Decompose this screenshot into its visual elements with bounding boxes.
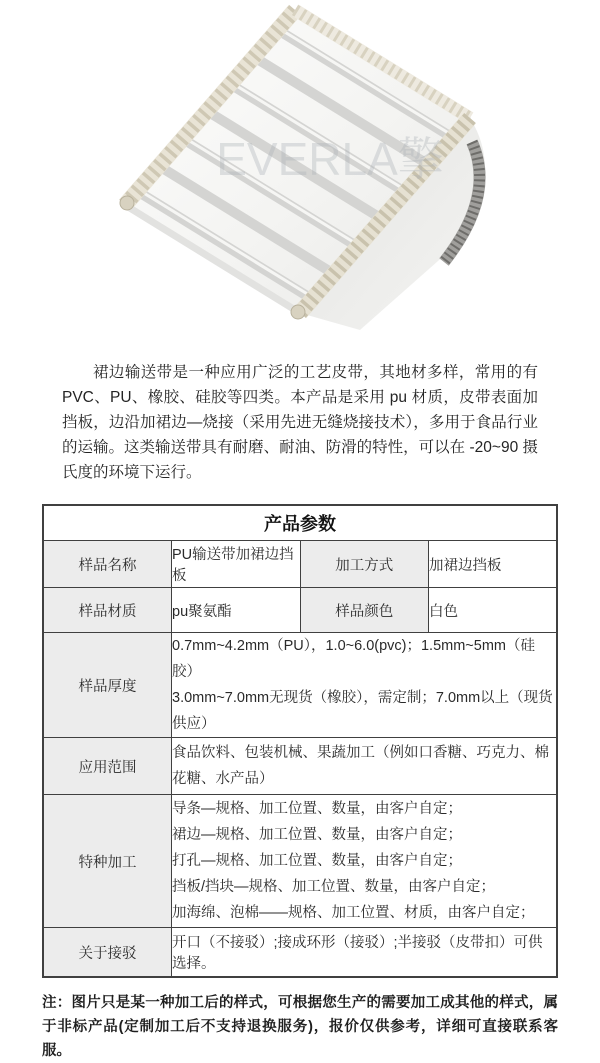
footnote: 注：图片只是某一种加工后的样式，可根据您生产的需要加工成其他的样式，属于非标产品(定制加工后不支持退换服务)，报价仅供参考，详细可直接联系客服。	[42, 995, 558, 1059]
product-photo	[0, 0, 600, 352]
color-label: 样品颜色	[300, 588, 429, 633]
special-processing-line: 挡板/挡块—规格、加工位置、数量，由客户自定；	[172, 879, 496, 895]
table-title: 产品参数	[43, 505, 557, 541]
joining-label: 关于接驳	[43, 928, 172, 978]
product-description: 裙边输送带是一种应用广泛的工艺皮带，其地材多样，常用的有 PVC、PU、橡胶、硅胶等四类。本产品是采用 pu 材质，皮带表面加挡板，边沿加裙边—烧接（采用先进无缝烧接技术），多用于食品行业的运输。这类输送带具有耐磨、耐油、防滑的特性，可以在 -20~90 摄氏度的环境下运行。	[62, 364, 538, 481]
special-processing-line: 加海绵、泡棉——规格、加工位置、材质，由客户自定；	[172, 905, 535, 921]
applications-value: 食品饮料、包装机械、果蔬加工（例如口香糖、巧克力、棉花糖、水产品）	[172, 738, 558, 795]
table-row	[43, 738, 557, 795]
joining-value: 开口（不接驳）;接成环形（接驳）;半接驳（皮带扣）可供选择。	[172, 928, 558, 978]
special-processing-label: 特种加工	[43, 795, 172, 928]
table-row	[43, 588, 557, 633]
watermark-text: EVERLA擎	[216, 133, 444, 185]
thickness-value-line-2: 3.0mm~7.0mm无现货（橡胶），需定制；7.0mm以上（现货供应）	[172, 690, 553, 732]
thickness-label: 样品厚度	[43, 633, 172, 738]
sample-name-value: PU输送带加裙边挡板	[172, 541, 301, 588]
table-row	[43, 928, 557, 978]
special-processing-line: 打孔—规格、加工位置、数量，由客户自定；	[172, 853, 462, 869]
special-processing-value	[172, 795, 558, 928]
params-table	[42, 504, 558, 978]
belt-end-tab-right	[291, 305, 305, 319]
material-value: pu聚氨酯	[172, 588, 301, 633]
table-row	[43, 633, 557, 738]
table-row	[43, 541, 557, 588]
process-method-label: 加工方式	[300, 541, 429, 588]
table-row	[43, 795, 557, 928]
table-title-row	[43, 505, 557, 541]
belt-end-tab-left	[120, 196, 134, 210]
product-image	[0, 0, 600, 352]
process-method-value: 加裙边挡板	[429, 541, 558, 588]
applications-label: 应用范围	[43, 738, 172, 795]
material-label: 样品材质	[43, 588, 172, 633]
color-value: 白色	[429, 588, 558, 633]
sample-name-label: 样品名称	[43, 541, 172, 588]
special-processing-line: 导条—规格、加工位置、数量，由客户自定；	[172, 801, 462, 817]
thickness-value	[172, 633, 558, 738]
thickness-value-line-1: 0.7mm~4.2mm（PU），1.0~6.0(pvc)；1.5mm~5mm（硅胶）	[172, 638, 535, 680]
special-processing-line: 裙边—规格、加工位置、数量，由客户自定；	[172, 827, 462, 843]
